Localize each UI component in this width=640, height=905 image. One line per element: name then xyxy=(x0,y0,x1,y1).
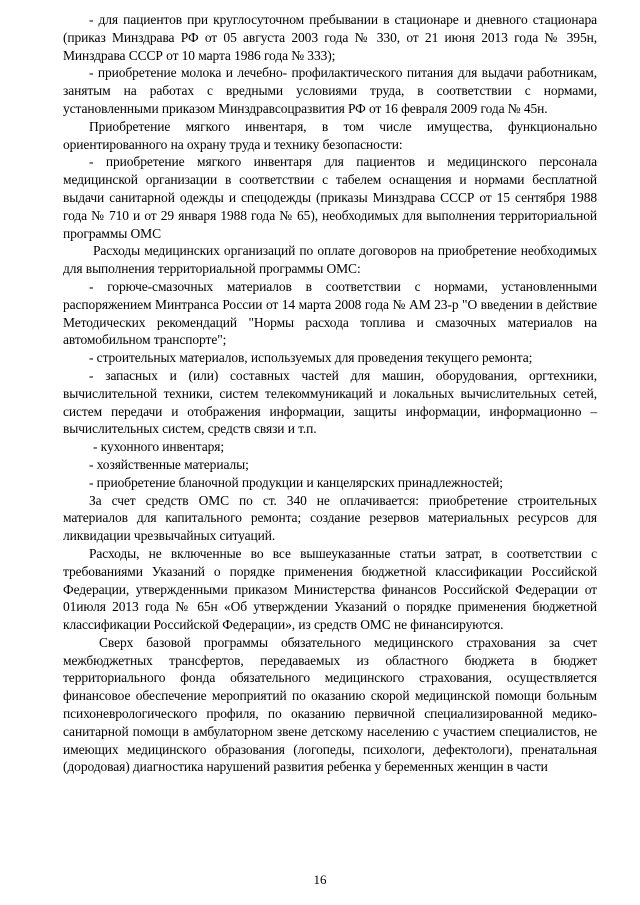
paragraph-inpatient-nutrition: - для пациентов при круглосуточном пребывании в стационаре и дневного стационара (приказ Минздрава РФ от 05 августа 2003 года № 330, от 21 июня 2013 года № 395н, Минздрава СССР от 10 марта 1986 года № 333); xyxy=(63,12,597,63)
paragraph-fuel-lubricants: - горюче-смазочных материалов в соответствии с нормами, установленными распоряжением Минтранса России от 14 марта 2008 года № АМ 23-р "О введении в действие Методических рекомендаций "Нормы расхода топлива и смазочных материалов на автомобильном транспорте"; xyxy=(63,278,597,348)
body-text xyxy=(63,11,597,776)
paragraph-milk-provision: - приобретение молока и лечебно- профилактического питания для выдачи работникам, занятым на работах с вредными условиями труда, в соответствии с нормами, установленными приказом Минздравсоцразвития РФ от 16 февраля 2009 года № 45н. xyxy=(63,65,597,116)
paragraph-stationery: - приобретение бланочной продукции и канцелярских принадлежностей; xyxy=(89,474,503,490)
paragraph-not-financed: Расходы, не включенные во все вышеуказанные статьи затрат, в соответствии с требованиями Указаний о порядке применения бюджетной классификации Российской Федерации, утвержденными приказом Министерства финансов Российской Федерации от 01июля 2013 года № 65н «Об утверждении Указаний о порядке применения бюджетной классификации Российской Федерации», из средств ОМС не финансируются. xyxy=(63,545,597,633)
paragraph-not-paid: За счет средств ОМС по ст. 340 не оплачивается: приобретение строительных материалов для капитального ремонта; создание резервов материальных ресурсов для ликвидации чрезвычайных ситуаций. xyxy=(63,492,597,544)
paragraph-interbudget-transfers: Сверх базовой программы обязательного медицинского страхования за счет межбюджетных трансфертов, передаваемых из областного бюджета в бюджет территориального фонда обязательного медицинского страхования, осуществляется финансовое обеспечение мероприятий по оказанию скорой медицинской помощи больным психоневрологического профиля, по оказанию первичной специализированной медико-санитарной помощи в амбулаторном звене детскому населению с участием специалистов, не имеющих медицинского образования (логопеды, психологи, дефектологи), пренатальная (дородовая) диагностика нарушений развития ребенка у беременных женщин в части xyxy=(63,634,597,775)
paragraph-kitchen-inventory: - кухонного инвентаря; xyxy=(93,439,225,455)
paragraph-contracts-heading: Расходы медицинских организаций по оплате договоров на приобретение необходимых для выполнения территориальной программы ОМС: xyxy=(63,243,597,277)
page-number: 16 xyxy=(313,872,327,887)
paragraph-construction-materials: - строительных материалов, используемых для проведения текущего ремонта; xyxy=(89,350,533,366)
paragraph-spare-parts: - запасных и (или) составных частей для машин, оборудования, оргтехники, вычислительной техники, систем телекоммуникаций и локальных вычислительных сетей, систем передачи и отображения информации, защиты информации, информационно – вычислительных систем, средств связи и т.п. xyxy=(63,367,597,437)
paragraph-household-materials: - хозяйственные материалы; xyxy=(89,456,249,472)
paragraph-soft-inventory-heading: Приобретение мягкого инвентаря, в том числе имущества, функционально ориентированного на охрану труда и технику безопасности: xyxy=(63,118,597,152)
paragraph-soft-inventory: - приобретение мягкого инвентаря для пациентов и медицинского персонала медицинской организации в соответствии с табелем оснащения и нормами бесплатной выдачи санитарной одежды и спецодежды (приказы Минздрава СССР от 15 сентября 1988 года № 710 и от 29 января 1988 года № 65), необходимых для выполнения территориальной программы ОМС xyxy=(63,154,597,241)
